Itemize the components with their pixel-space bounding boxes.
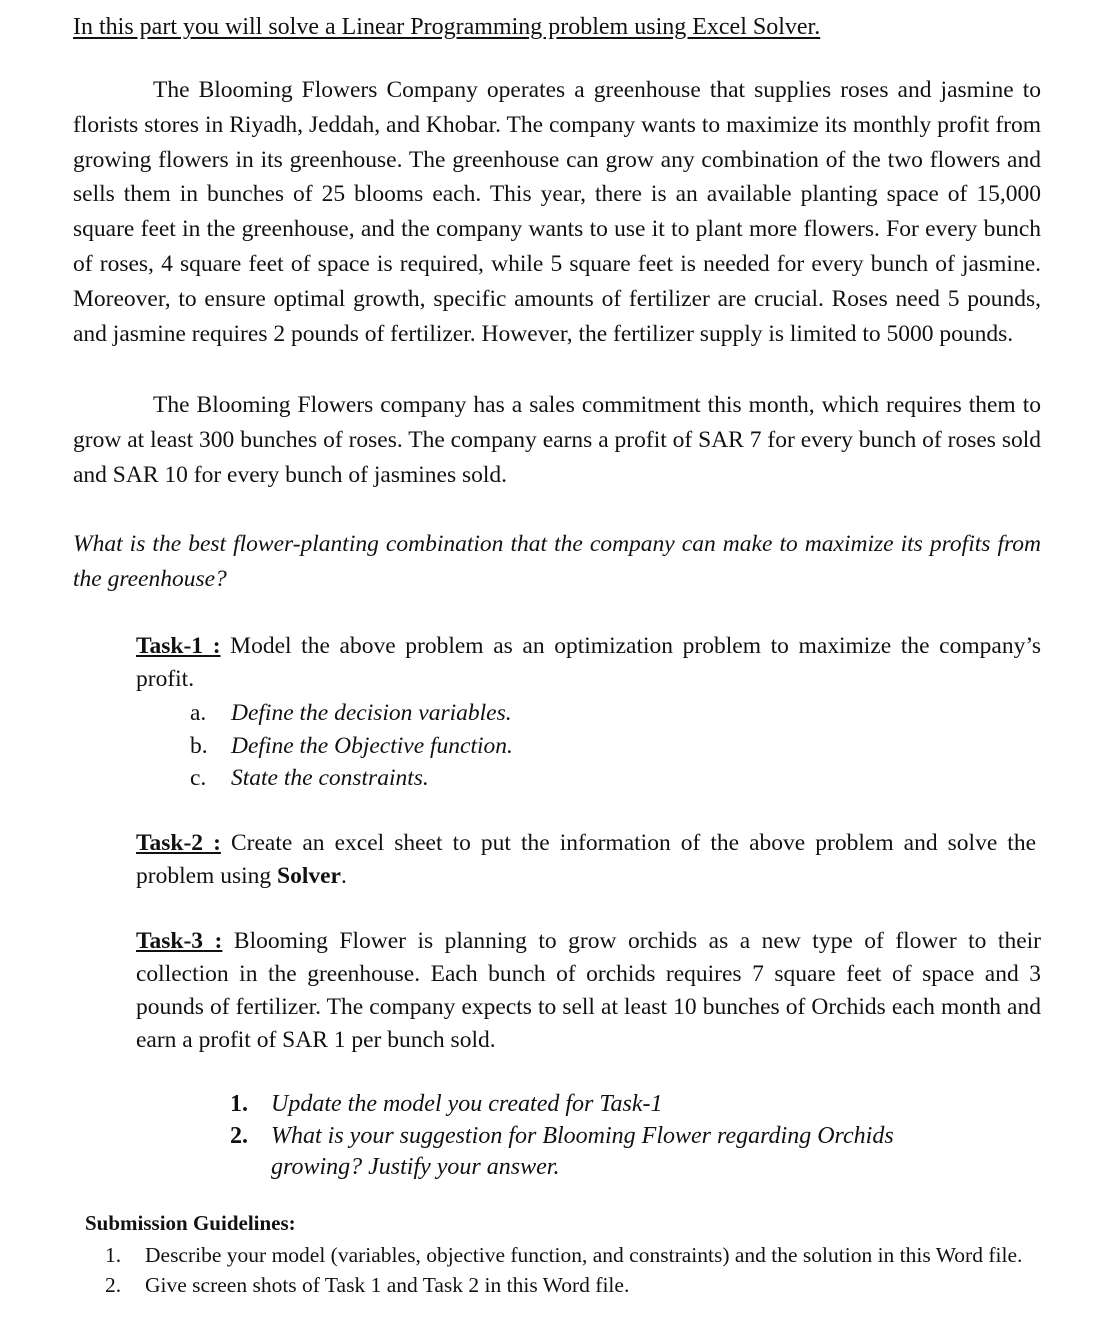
- task-1-item-a: [190, 697, 513, 730]
- task-3-label: [136, 928, 222, 954]
- problem-paragraph-1: [73, 73, 1041, 351]
- task-2-end: .: [340, 863, 347, 889]
- item-text: Define the decision variables.: [231, 700, 512, 726]
- guideline-item-2: [105, 1270, 1035, 1300]
- page-heading: In this part you will solve a Linear Programming problem using Excel Solver.: [73, 14, 821, 40]
- item-marker: a.: [190, 700, 207, 726]
- problem-paragraph-2-text: The Blooming Flowers company has a sales commitment this month, which requires them to grow at least 300 bunches of roses. The company earns a profit of SAR 7 for every bunch of roses sold and SAR 10 for every bunch of jasmines sold.: [73, 392, 1041, 488]
- task-3-label-prefix: Task-3: [136, 928, 204, 954]
- item-number: 2.: [230, 1122, 248, 1149]
- item-marker: b.: [190, 732, 208, 759]
- item-text: Describe your model (variables, objective function, and constraints) and the solution in this Word file.: [145, 1243, 1023, 1267]
- main-question: What is the best flower-planting combination that the company can make to maximize its profits from the greenhouse?: [73, 531, 1041, 592]
- task-1-subitems: [190, 697, 513, 795]
- task-1: [136, 630, 1041, 696]
- item-marker: c.: [190, 765, 207, 791]
- submission-guidelines-list: [105, 1240, 1035, 1300]
- task-2-label-colon: :: [203, 830, 221, 856]
- item-text: Define the Objective function.: [231, 732, 513, 759]
- task-1-label: [136, 633, 221, 659]
- task-3-label-colon: :: [203, 928, 223, 954]
- task-2-label-prefix: Task-2: [136, 830, 204, 856]
- task-2-label: [136, 830, 221, 856]
- submission-guidelines-title: Submission Guidelines:: [85, 1211, 296, 1235]
- task-3-text: Blooming Flower is planning to grow orchids as a new type of flower to their collection in the greenhouse. Each bunch of orchids requires 7 square feet of space and 3 pounds of fertilizer. The company expects to sell at least 10 bunches of Orchids each month and earn a profit of SAR 1 per bunch sold.: [136, 928, 1041, 1053]
- problem-paragraph-2: [73, 388, 1041, 492]
- task-1-label-prefix: Task-1: [136, 633, 204, 659]
- task-2-text: Create an excel sheet to put the information of the above problem and solve the problem using: [136, 830, 1037, 889]
- solver-keyword: Solver: [277, 863, 341, 889]
- task-3: [136, 925, 1041, 1057]
- task-1-label-colon: :: [203, 633, 221, 659]
- item-number: 1.: [105, 1243, 122, 1267]
- item-text: Update the model you created for Task-1: [271, 1091, 663, 1117]
- task-2: [136, 827, 1036, 893]
- item-text: Give screen shots of Task 1 and Task 2 in this Word file.: [145, 1273, 630, 1297]
- task-3-item-2: [230, 1121, 990, 1184]
- task-1-item-b: [190, 730, 513, 763]
- task-1-text: Model the above problem as an optimization problem to maximize the company’s profit.: [136, 633, 1041, 692]
- item-number: 1.: [230, 1091, 248, 1117]
- task-1-item-c: [190, 762, 513, 795]
- item-number: 2.: [105, 1273, 122, 1297]
- task-3-item-1: [230, 1089, 990, 1121]
- guideline-item-1: [105, 1240, 1035, 1270]
- item-text: What is your suggestion for Blooming Flower regarding Orchids growing? Justify your answer.: [271, 1122, 894, 1180]
- problem-paragraph-1-text: The Blooming Flowers Company operates a greenhouse that supplies roses and jasmine to florists stores in Riyadh, Jeddah, and Khobar. The company wants to maximize its monthly profit from growing flowers in its greenhouse. The greenhouse can grow any combination of the two flowers and sells them in bunches of 25 blooms each. This year, there is an available planting space of 15,000 square feet in the greenhouse, and the company wants to use it to plant more flowers. For every bunch of roses, 4 square feet of space is required, while 5 square feet is needed for every bunch of jasmine. Moreover, to ensure optimal growth, specific amounts of fertilizer are crucial. Roses need 5 pounds, and jasmine requires 2 pounds of fertilizer. However, the fertilizer supply is limited to 5000 pounds.: [73, 77, 1041, 347]
- task-3-subitems: [230, 1089, 990, 1184]
- item-text: State the constraints.: [231, 765, 429, 791]
